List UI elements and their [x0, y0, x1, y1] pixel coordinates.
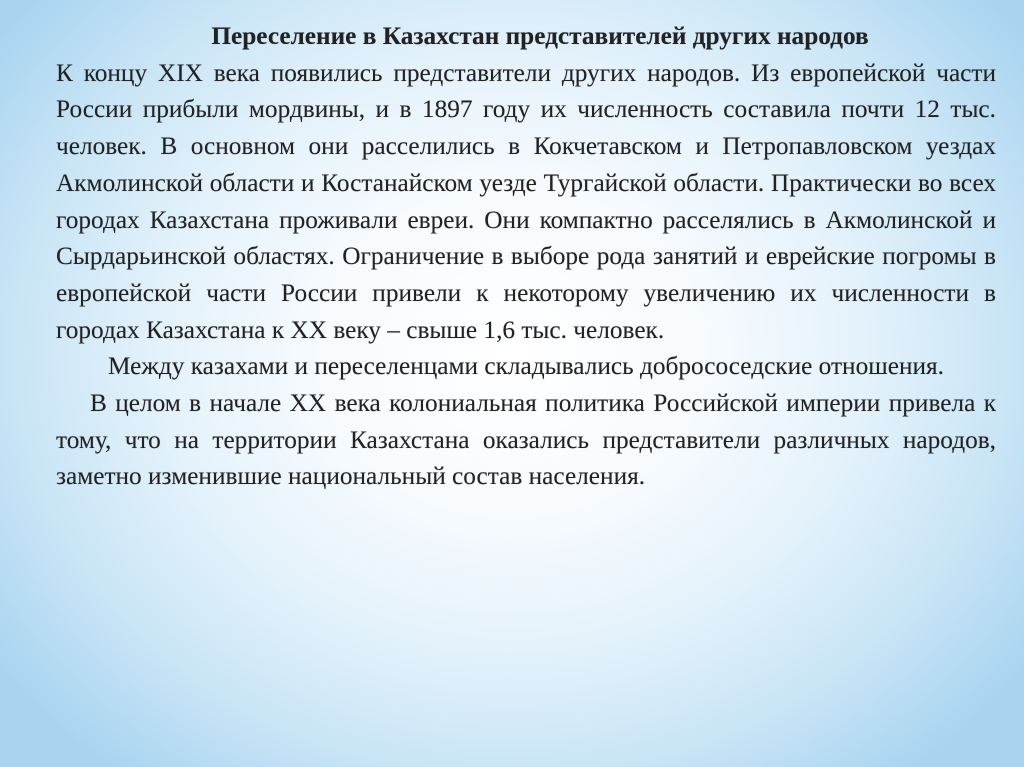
paragraph-settlers: К концу XIX века появились представители других народов. Из европейской части России прибыли мордвины, и в 1897 году их численность составила почти 12 тыс. человек. В основном они расселились в Кокчетавском и Петропавловском уездах Акмолинской области и Костанайском уезде Тургайской области. Практически во всех городах Казахстана проживали евреи. Они компактно расселялись в Акмолинской и Сырдарьинской областях. Ограничение в выборе рода занятий и еврейские погромы в европейской части России привели к некоторому увеличению их численности в городах Казахстана к XX веку – свыше 1,6 тыс. человек. [56, 58, 996, 344]
paragraph-conclusion: В целом в начале XX века колониальная политика Российской империи привела к тому, что на территории Казахстана оказались представители различных народов, заметно изменившие национальный состав населения. [56, 389, 996, 491]
paragraph-relations: Между казахами и переселенцами складывались добрососедские отношения. [108, 352, 944, 381]
slide-title: Переселение в Казахстан представителей других народов [211, 22, 869, 50]
slide-content [56, 18, 996, 495]
